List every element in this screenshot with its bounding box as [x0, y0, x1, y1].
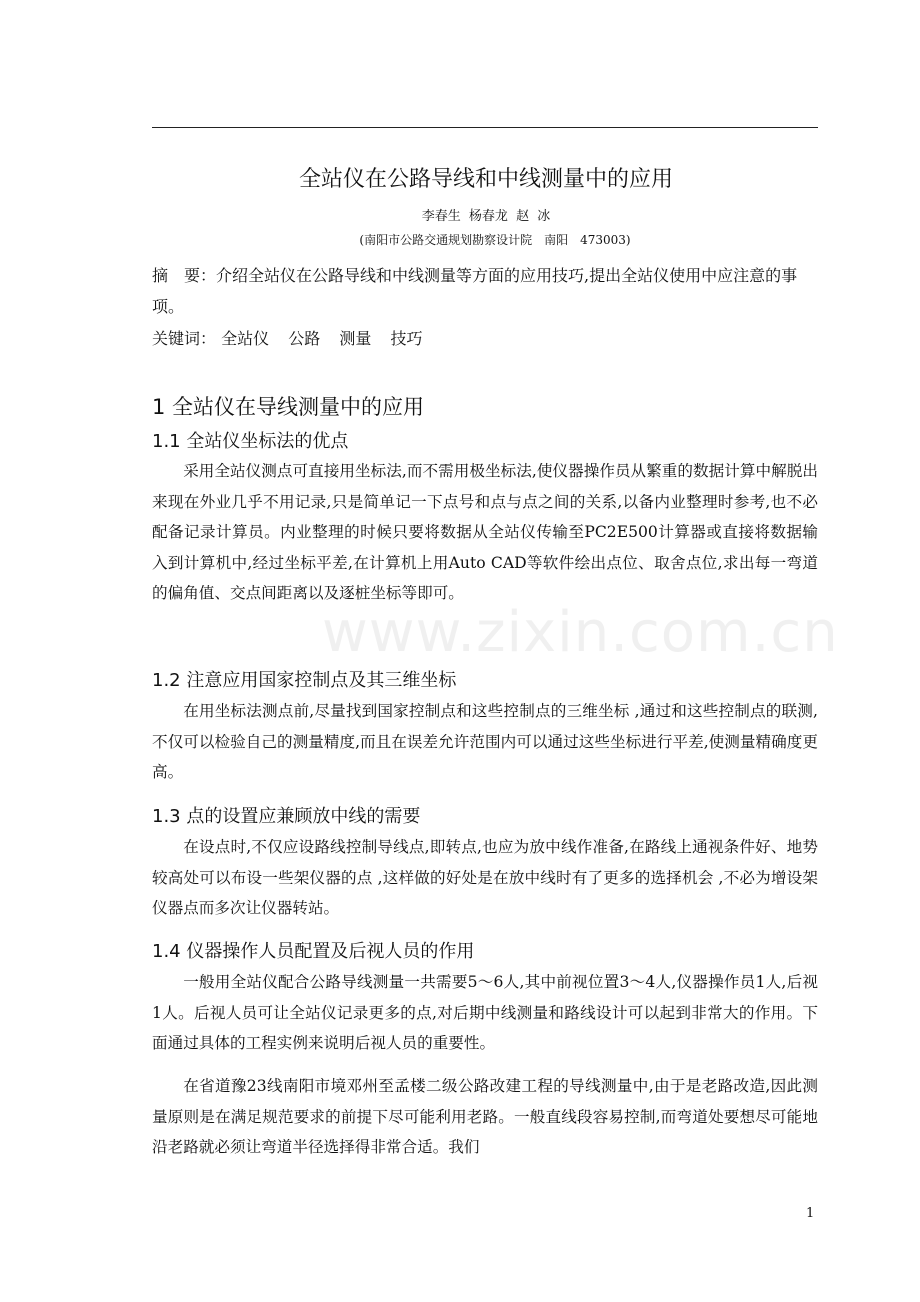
body-paragraph: 在用坐标法测点前,尽量找到国家控制点和这些控制点的三维坐标 ,通过和这些控制点的联测,不仅可以检验自己的测量精度,而且在误差允许范围内可以通过这些坐标进行平差,使测量精确度更高。: [152, 702, 818, 781]
keyword: 全站仪: [221, 329, 270, 348]
abstract-text: 介绍全站仪在公路导线和中线测量等方面的应用技巧,提出全站仪使用中应注意的事项。: [152, 266, 798, 316]
body-paragraph: 一般用全站仪配合公路导线测量一共需要5～6人,其中前视位置3～4人,仪器操作员1人,后视1人。后视人员可让全站仪记录更多的点,对后期中线测量和路线设计可以起到非常大的作用。下面通过具体的工程实例来说明后视人员的重要性。: [152, 973, 818, 1052]
author-list: [0, 205, 920, 224]
keywords: [152, 326, 436, 349]
body-paragraph: 在省道豫23线南阳市境邓州至孟楼二级公路改建工程的导线测量中,由于是老路改造,因此测量原则是在满足规范要求的前提下尽可能利用老路。一般直线段容易控制,而弯道处要想尽可能地沿老路就必须让弯道半径选择得非常合适。我们: [152, 1077, 818, 1156]
body-paragraph: 在设点时,不仅应设路线控制导线点,即转点,也应为放中线作准备,在路线上通视条件好、地势较高处可以布设一些架仪器的点 ,这样做的好处是在放中线时有了更多的选择机会 ,不必为增设架仪器点而多次让仪器转站。: [152, 838, 818, 917]
keyword: 测量: [339, 329, 372, 348]
author-name: 杨春龙: [468, 209, 508, 224]
abstract: [152, 260, 818, 322]
watermark-text: www.zixin.com.cn: [322, 600, 839, 665]
header-rule: [152, 127, 818, 128]
paper-title: 全站仪在公路导线和中线测量中的应用: [298, 167, 673, 192]
subsection-heading: 1.4 仪器操作人员配置及后视人员的作用: [152, 941, 475, 962]
abstract-label: 摘 要：: [152, 266, 217, 285]
body-paragraph: 采用全站仪测点可直接用坐标法,而不需用极坐标法,使仪器操作员从繁重的数据计算中解脱出来现在外业几乎不用记录,只是简单记一下点号和点与点之间的关系,以备内业整理时参考,也不必配备记录计算员。内业整理的时候只要将数据从全站仪传输至PC2E500计算器或直接将数据输入到计算机中,经过坐标平差,在计算机上用Auto CAD等软件绘出点位、取舍点位,求出每一弯道的偏角值、交点间距离以及逐桩坐标等即可。: [152, 462, 818, 602]
affiliation: (南阳市公路交通规划勘察设计院 南阳 473003): [359, 233, 631, 247]
keyword: 技巧: [390, 329, 423, 348]
section-heading: 1 全站仪在导线测量中的应用: [152, 395, 425, 419]
subsection-heading: 1.1 全站仪坐标法的优点: [152, 431, 349, 452]
page-number: 1: [806, 1206, 815, 1221]
author-name: 李春生: [421, 209, 461, 224]
subsection-heading: 1.3 点的设置应兼顾放中线的需要: [152, 806, 421, 827]
keywords-label: 关键词：: [152, 329, 217, 348]
subsection-heading: 1.2 注意应用国家控制点及其三维坐标: [152, 670, 457, 691]
keyword: 公路: [288, 329, 321, 348]
author-name: 赵 冰: [516, 209, 551, 224]
